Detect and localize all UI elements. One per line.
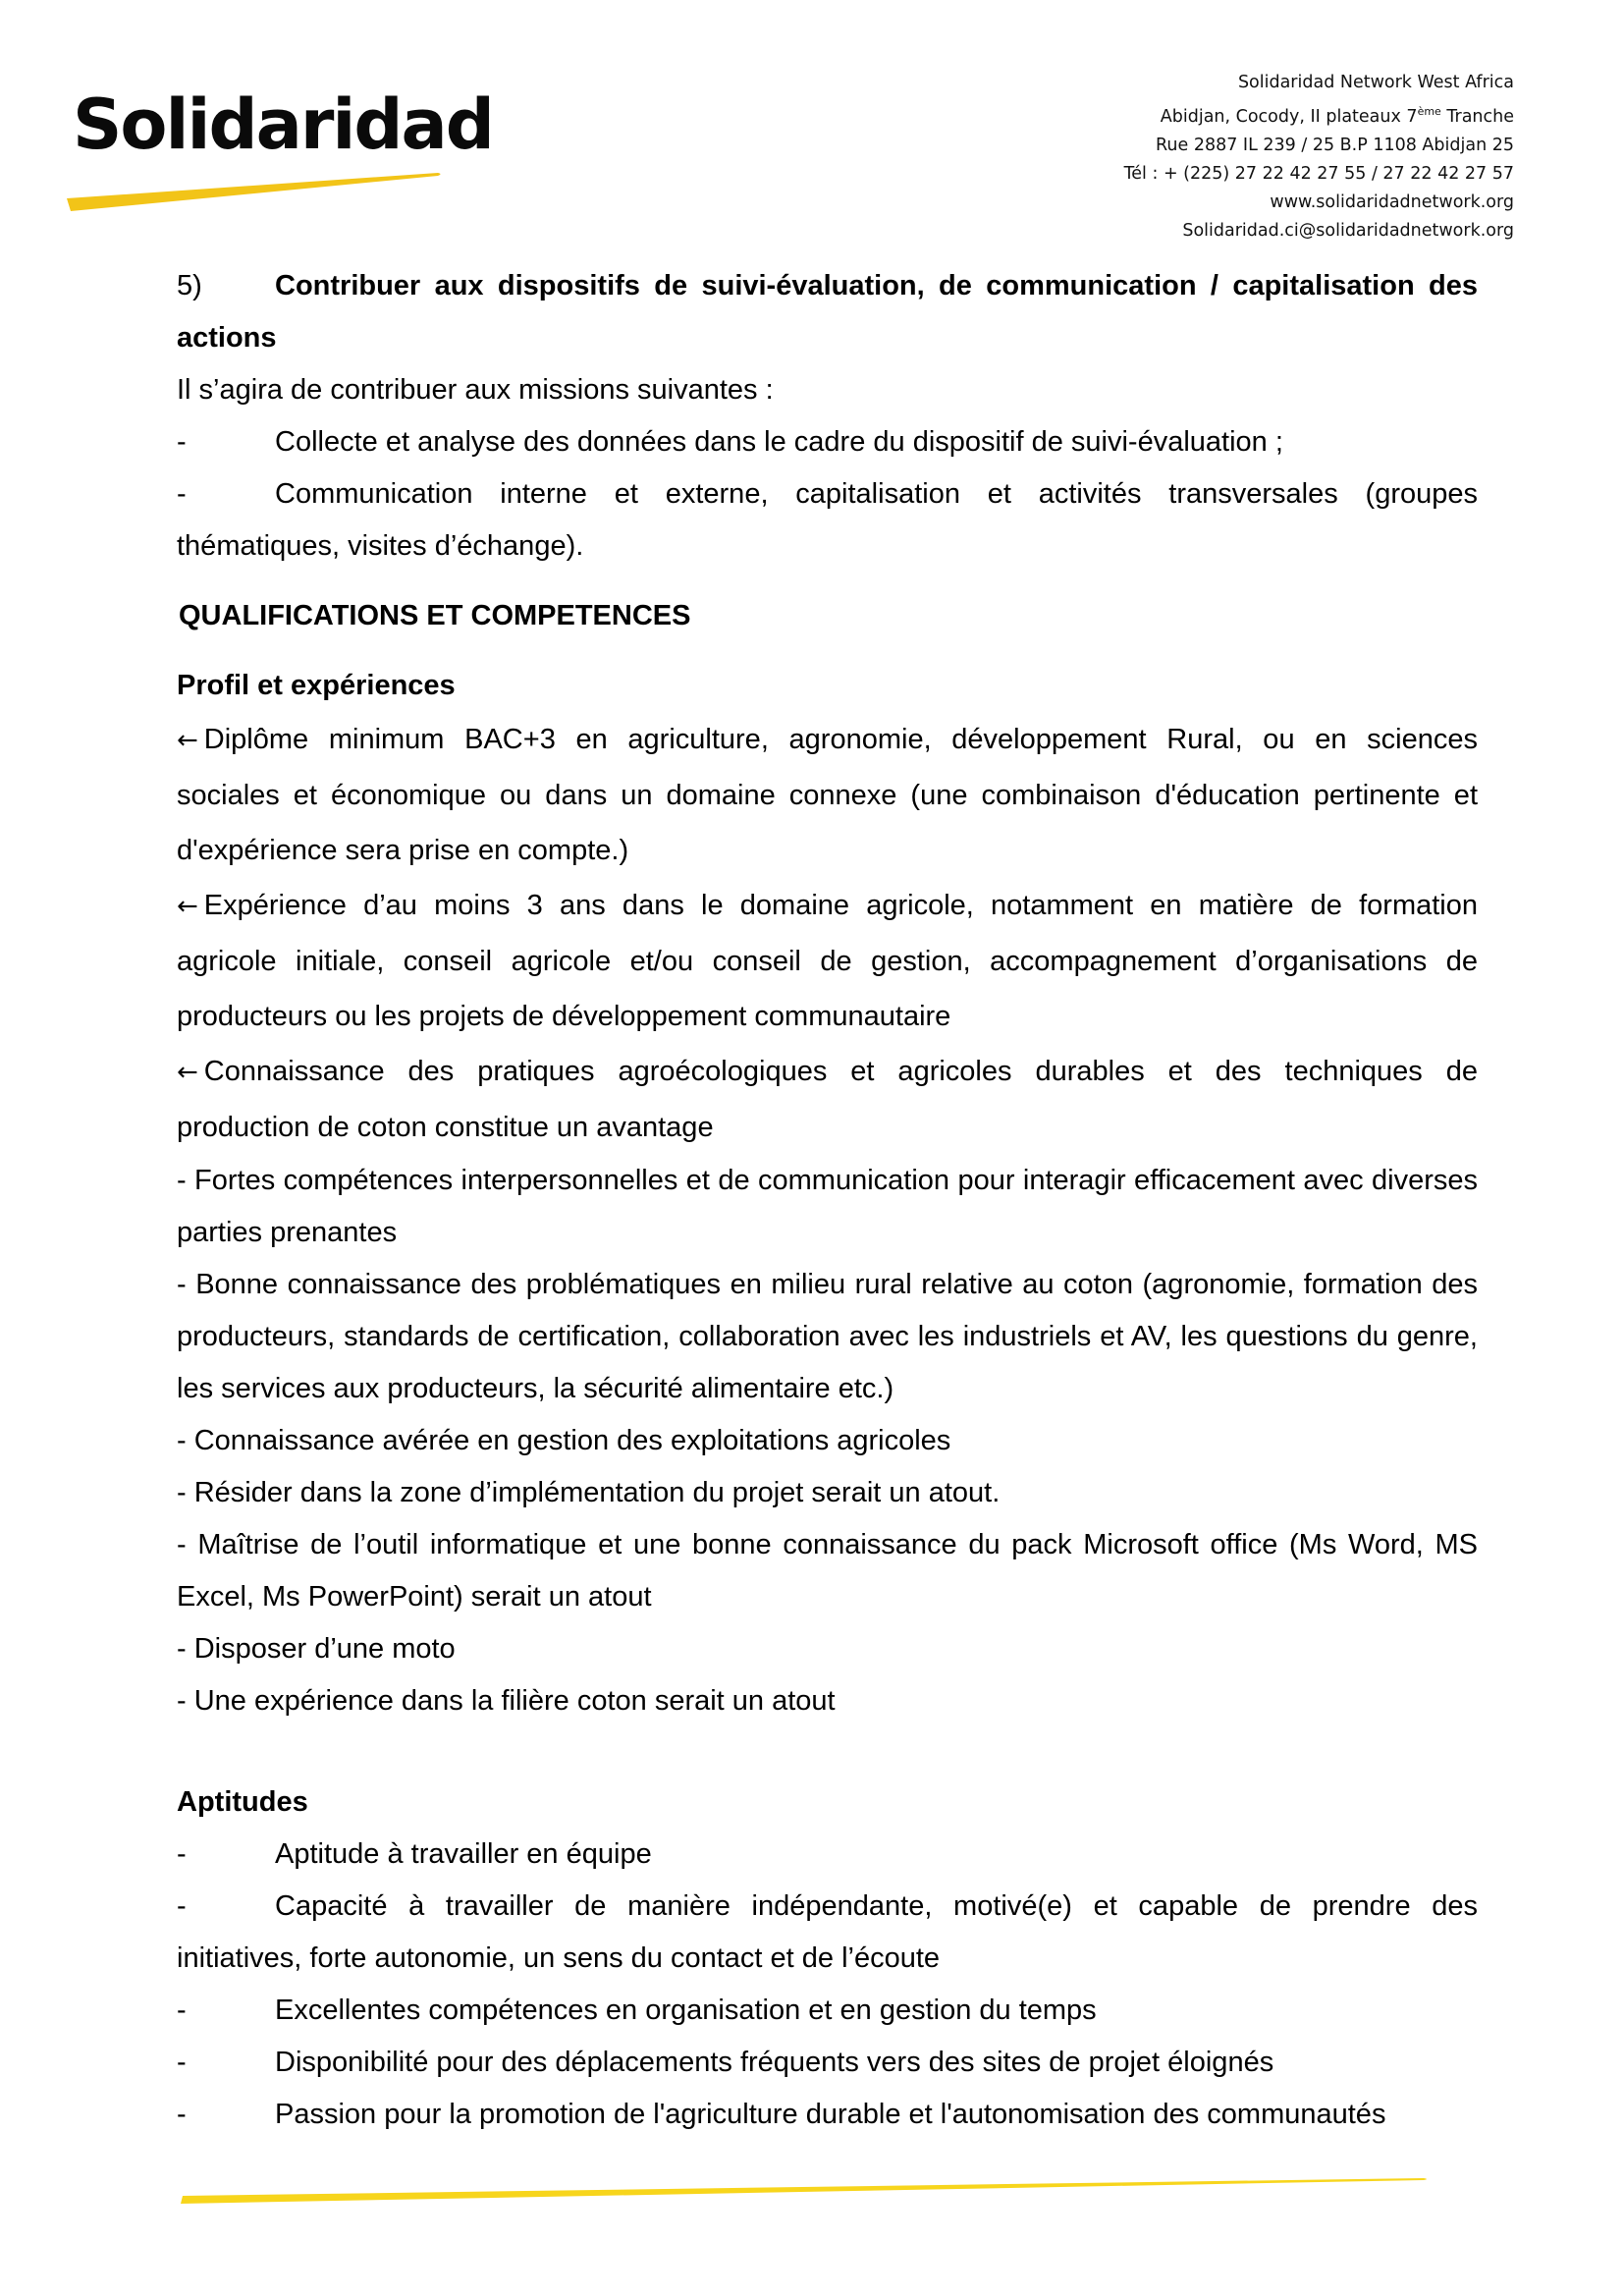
list-item: - Collecte et analyse des données dans le cadre du dispositif de suivi-évaluation ; <box>177 416 1478 468</box>
email-link[interactable]: Solidaridad.ci@solidaridadnetwork.org <box>1182 220 1514 241</box>
list-item-cont: thématiques, visites d’échange). <box>177 530 584 562</box>
list-item: - Communication interne et externe, capitalisation et activités transversales (groupes <box>177 468 1478 520</box>
section-title: Contribuer aux dispositifs de suivi-évaluation, de communication / capitalisation des <box>275 270 1478 301</box>
section-5-title <box>177 260 1478 312</box>
bullet-dash: - <box>177 2047 187 2078</box>
bullet-dash: - <box>177 2099 187 2130</box>
list-item: - Aptitude à travailler en équipe <box>177 1829 1478 1881</box>
org-name: Solidaridad Network West Africa <box>1237 73 1514 92</box>
qualifications-heading: QUALIFICATIONS ET COMPETENCES <box>179 600 691 631</box>
footer-swoosh-icon <box>177 2170 1443 2210</box>
solidaridad-logo <box>65 84 493 214</box>
bullet-dash: - <box>177 478 187 510</box>
list-item: - Disposer d’une moto <box>177 1633 456 1665</box>
left-arrow-icon: ← <box>177 726 198 755</box>
address-line: Abidjan, Cocody, II plateaux 7ème Tranche <box>1160 105 1514 127</box>
aptitudes-heading: Aptitudes <box>177 1786 308 1818</box>
list-item: - Bonne connaissance des problématiques en milieu rural relative au coton (agronomie, formation des producteurs, standards de certification, collaboration avec les industriels et AV, les questions du genre, les services aux producteurs, la sécurité alimentaire etc.) <box>177 1269 1478 1404</box>
list-item: - Maîtrise de l’outil informatique et une bonne connaissance du pack Microsoft office (Ms Word, MS Excel, Ms PowerPoint) serait un atout <box>177 1529 1478 1613</box>
list-item: - Excellentes compétences en organisation et en gestion du temps <box>177 1985 1478 2037</box>
list-item: - Résider dans la zone d’implémentation du projet serait un atout. <box>177 1477 1001 1508</box>
logo-swoosh-icon <box>65 155 458 214</box>
logo-wordmark: Solidaridad <box>73 84 493 165</box>
left-arrow-icon: ← <box>177 1058 198 1087</box>
phone-line: Tél : + (225) 27 22 42 27 55 / 27 22 42 27 57 <box>1123 163 1514 184</box>
section-number: 5) <box>177 270 202 301</box>
address-line: Rue 2887 IL 239 / 25 B.P 1108 Abidjan 25 <box>1156 135 1514 155</box>
section-title-cont: actions <box>177 322 277 354</box>
section-intro: Il s’agira de contribuer aux missions suivantes : <box>177 374 774 406</box>
list-item-cont: initiatives, forte autonomie, un sens du contact et de l’écoute <box>177 1942 941 1974</box>
profile-heading: Profil et expériences <box>177 670 456 701</box>
list-item: - Une expérience dans la filière coton serait un atout <box>177 1685 836 1717</box>
arrow-item: ← Expérience d’au moins 3 ans dans le domaine agricole, notamment en matière de formation agricole initiale, conseil agricole et/ou conseil de gestion, accompagnement d’organisations de producteurs ou les projets de développement communautaire <box>177 878 1478 1044</box>
arrow-item: ← Diplôme minimum BAC+3 en agriculture, agronomie, développement Rural, ou en sciences sociales et économique ou dans un domaine connexe (une combinaison d'éducation pertinente et d'expérience sera prise en compte.) <box>177 712 1478 878</box>
list-item: - Passion pour la promotion de l'agriculture durable et l'autonomisation des communautés <box>177 2089 1478 2141</box>
arrow-item: ← Connaissance des pratiques agroécologiques et agricoles durables et des techniques de production de coton constitue un avantage <box>177 1044 1478 1155</box>
bullet-dash: - <box>177 1890 187 1922</box>
list-item: - Disponibilité pour des déplacements fréquents vers des sites de projet éloignés <box>177 2037 1478 2089</box>
bullet-dash: - <box>177 1838 187 1870</box>
bullet-dash: - <box>177 426 187 458</box>
bullet-dash: - <box>177 1995 187 2026</box>
document-body <box>177 260 1478 2141</box>
list-item: - Connaissance avérée en gestion des exploitations agricoles <box>177 1425 951 1456</box>
list-item: - Capacité à travailler de manière indépendante, motivé(e) et capable de prendre des <box>177 1881 1478 1933</box>
website-link[interactable]: www.solidaridadnetwork.org <box>1270 191 1514 212</box>
list-item: - Fortes compétences interpersonnelles et de communication pour interagir efficacement avec diverses parties prenantes <box>177 1165 1478 1248</box>
organization-address <box>1124 69 1514 246</box>
left-arrow-icon: ← <box>177 892 198 921</box>
